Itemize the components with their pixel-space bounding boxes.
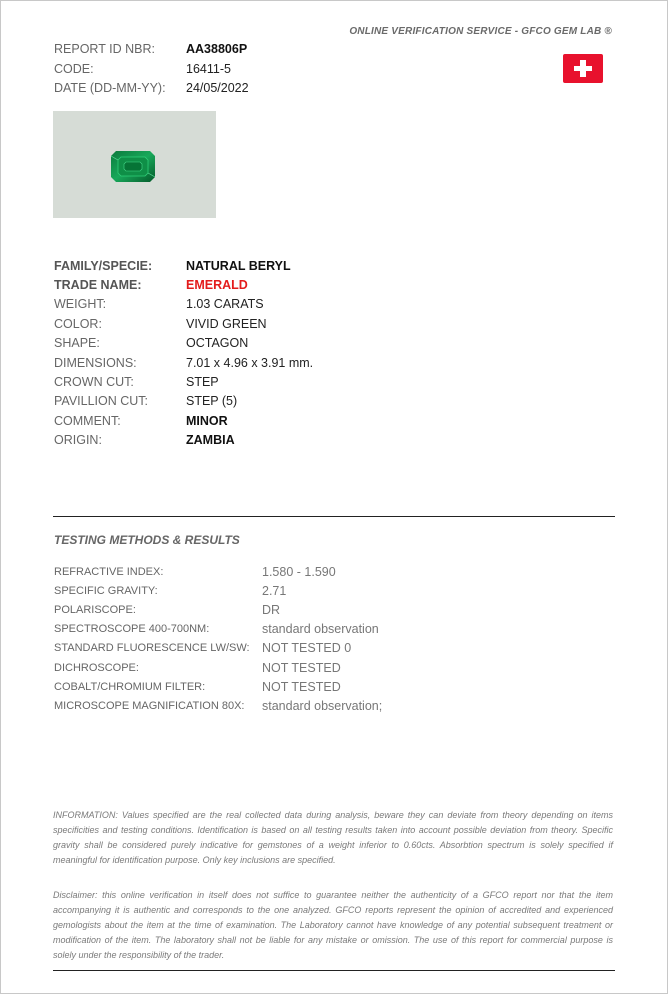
- origin-label: ORIGIN:: [54, 433, 102, 448]
- test-row-refractive-index: [54, 562, 382, 581]
- report-id-value: AA38806P: [186, 42, 248, 56]
- detail-row-weight: [54, 295, 313, 314]
- dichroscope-value: NOT TESTED: [262, 660, 341, 675]
- divider-bottom: [53, 970, 615, 971]
- refractive-index-label: REFRACTIVE INDEX:: [54, 565, 164, 578]
- comment-value: MINOR: [186, 413, 228, 428]
- report-id-row: [54, 42, 249, 62]
- dimensions-label: DIMENSIONS:: [54, 355, 137, 370]
- spectroscope-label: SPECTROSCOPE 400-700NM:: [54, 623, 210, 636]
- family-label: FAMILY/SPECIE:: [54, 258, 153, 273]
- crown-cut-label: CROWN CUT:: [54, 375, 134, 390]
- detail-row-shape: [54, 334, 313, 353]
- disclaimer-note: Disclaimer: this online verification in itself does not suffice to guarantee neither the authenticity of a GFCO report nor that the item accompanying it is authentic and corresponds to the one analyzed. GFCO reports represent the opinion of accredited and experienced gemologists about the item at the time of examination. The Laboratory cannot have knowledge of any potential subsequent treatment or modification of the item. The laboratory shall not be liable for any mistake or omission. The use of this report for commercial purpose is solely under the responsibility of the trader.: [53, 890, 613, 960]
- emerald-gem-image: [111, 151, 155, 182]
- polariscope-label: POLARISCOPE:: [54, 603, 136, 616]
- detail-row-comment: [54, 411, 313, 430]
- dimensions-value: 7.01 x 4.96 x 3.91 mm.: [186, 355, 314, 370]
- fluorescence-value: NOT TESTED 0: [262, 641, 352, 656]
- test-row-polariscope: [54, 600, 382, 619]
- specific-gravity-label: SPECIFIC GRAVITY:: [54, 584, 158, 597]
- testing-results: [54, 562, 382, 716]
- detail-row-family: [54, 256, 313, 275]
- microscope-value: standard observation;: [262, 698, 383, 713]
- swiss-flag-icon: [563, 54, 603, 83]
- cobalt-filter-value: NOT TESTED: [262, 679, 341, 694]
- divider-top: [53, 516, 615, 517]
- detail-row-color: [54, 314, 313, 333]
- test-row-specific-gravity: [54, 581, 382, 600]
- pavillion-cut-label: PAVILLION CUT:: [54, 394, 149, 409]
- color-value: VIVID GREEN: [186, 316, 267, 331]
- detail-row-pavillion-cut: [54, 392, 313, 411]
- color-label: COLOR:: [54, 316, 102, 331]
- test-row-microscope: [54, 696, 382, 715]
- fluorescence-label: STANDARD FLUORESCENCE LW/SW:: [54, 642, 250, 655]
- date-row: [54, 81, 249, 101]
- service-title: ONLINE VERIFICATION SERVICE - GFCO GEM LAB ®: [349, 26, 612, 37]
- origin-value: ZAMBIA: [186, 433, 235, 448]
- shape-value: OCTAGON: [186, 336, 249, 351]
- code-label: CODE:: [54, 61, 94, 76]
- refractive-index-value: 1.580 - 1.590: [262, 564, 336, 579]
- specific-gravity-value: 2.71: [262, 583, 287, 598]
- family-value: NATURAL BERYL: [186, 258, 291, 273]
- weight-value: 1.03 CARATS: [186, 297, 264, 312]
- gem-details: [54, 256, 313, 450]
- weight-label: WEIGHT:: [54, 297, 107, 312]
- dichroscope-label: DICHROSCOPE:: [54, 661, 139, 674]
- test-row-fluorescence: [54, 639, 382, 658]
- test-row-spectroscope: [54, 620, 382, 639]
- date-label: DATE (DD-MM-YY):: [54, 81, 166, 95]
- testing-section-title: TESTING METHODS & RESULTS: [54, 533, 240, 547]
- pavillion-cut-value: STEP (5): [186, 394, 238, 409]
- detail-row-trade-name: [54, 275, 313, 294]
- detail-row-dimensions: [54, 353, 313, 372]
- polariscope-value: DR: [262, 602, 281, 617]
- comment-label: COMMENT:: [54, 413, 121, 428]
- report-id-label: REPORT ID NBR:: [54, 42, 155, 56]
- detail-row-origin: [54, 431, 313, 450]
- shape-label: SHAPE:: [54, 336, 100, 351]
- trade-name-value: EMERALD: [186, 278, 248, 293]
- gem-photo: [53, 111, 216, 218]
- crown-cut-value: STEP: [186, 375, 219, 390]
- test-row-cobalt-filter: [54, 677, 382, 696]
- spectroscope-value: standard observation: [262, 622, 379, 637]
- code-value: 16411-5: [186, 61, 231, 76]
- microscope-label: MICROSCOPE MAGNIFICATION 80X:: [54, 699, 245, 712]
- detail-row-crown-cut: [54, 372, 313, 391]
- information-note: INFORMATION: Values specified are the real collected data during analysis, beware they can deviate from theory depending on items specificities and testing conditions. Identification is based on all testing results taken into account possible deviation from theory. Specific gravity shall be considered purely indicative for gemstones of a weight inferior to 0.60cts. Absorbtion spectrum is solely specified if meaningful for identification purpose. Only key inclusions are specified.: [53, 810, 613, 865]
- test-row-dichroscope: [54, 658, 382, 677]
- code-row: [54, 62, 249, 82]
- date-value: 24/05/2022: [186, 81, 249, 95]
- cobalt-filter-label: COBALT/CHROMIUM FILTER:: [54, 680, 206, 693]
- report-meta: [54, 42, 249, 101]
- trade-name-label: TRADE NAME:: [54, 278, 142, 293]
